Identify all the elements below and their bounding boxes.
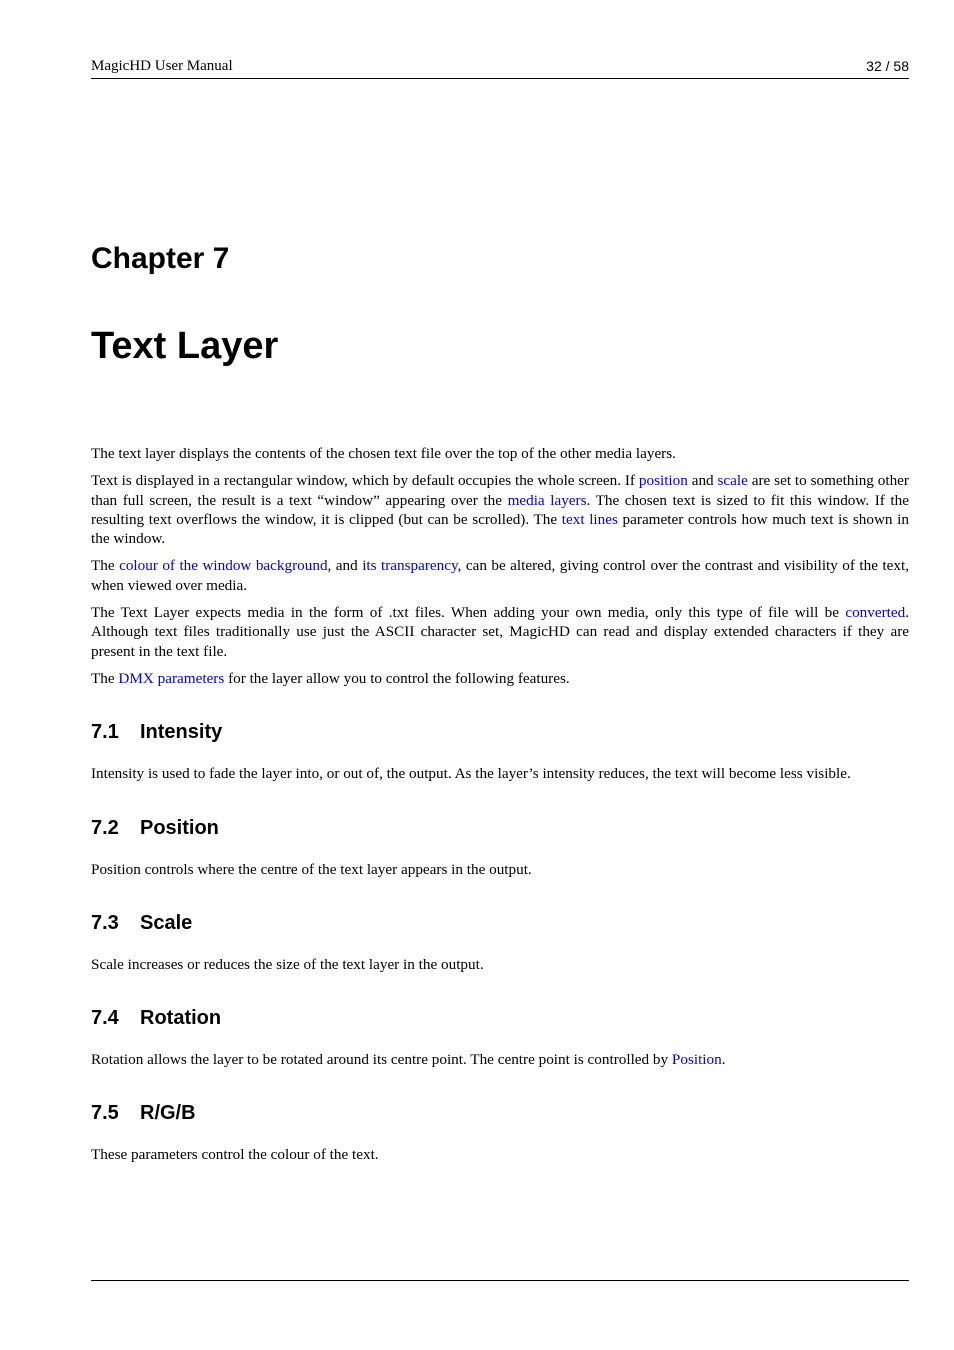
window-background-colour-link[interactable]: colour of the window background xyxy=(119,557,328,575)
intro-paragraph-5 xyxy=(91,669,909,688)
paragraph-text: Text is displayed in a rectangular window, which by default occupies the whole screen. If xyxy=(91,472,639,490)
dmx-parameters-link[interactable]: DMX parameters xyxy=(118,669,225,687)
paragraph-text: for the layer allow you to control the following features. xyxy=(224,669,570,687)
paragraph-text: are set to something other than full screen, the result is a text “window” appearing over the xyxy=(91,472,909,509)
section-heading xyxy=(91,718,909,746)
paragraph-text: and xyxy=(687,472,718,490)
position-link[interactable]: Position xyxy=(671,1051,722,1069)
section-text: Scale increases or reduces the size of the text layer in the output. xyxy=(91,955,484,973)
section-title: R/G/B xyxy=(140,1102,196,1125)
paragraph-text: Rotation allows the layer to be rotated around its centre point. The centre point is controlled by xyxy=(91,1051,672,1069)
section-rgb xyxy=(91,1099,909,1164)
section-position xyxy=(91,814,909,879)
section-title: Rotation xyxy=(140,1007,222,1030)
paragraph-text: parameter controls how much text is shown in the window. xyxy=(91,510,909,548)
media-layers-link[interactable]: media layers xyxy=(507,491,587,509)
paragraph-text: The xyxy=(91,669,119,687)
paragraph-text: , can be altered, giving control over the contrast and visibility of the text, when viewed over media. xyxy=(91,557,909,594)
section-heading xyxy=(91,1004,909,1032)
chapter-title: Text Layer xyxy=(91,325,279,367)
section-scale xyxy=(91,909,909,974)
intro-paragraph-1: The text layer displays the contents of the chosen text file over the top of the other media layers. xyxy=(91,445,676,462)
paragraph-text: , and xyxy=(327,557,363,575)
footer-divider xyxy=(91,1280,909,1281)
chapter-label: Chapter 7 xyxy=(91,242,230,275)
section-number: 7.1 xyxy=(91,721,119,744)
transparency-link[interactable]: its transparency xyxy=(362,557,458,575)
intro-paragraph-2 xyxy=(91,471,909,548)
section-text xyxy=(91,1050,909,1069)
paragraph-text: The Text Layer expects media in the form of .txt files. When adding your own media, only this type of file will be xyxy=(91,604,846,622)
section-number: 7.4 xyxy=(91,1007,119,1030)
converted-link[interactable]: converted xyxy=(845,604,906,622)
paragraph-text: . Although text files traditionally use just the ASCII character set, MagicHD can read and display extended characters if they are present in the text file. xyxy=(91,604,909,660)
section-rotation xyxy=(91,1004,909,1069)
page-header xyxy=(91,58,909,79)
paragraph-text: . The chosen text is sized to fit this window. If the resulting text overflows the window, it is clipped (but can be scrolled). The xyxy=(91,491,909,528)
page-number: 32 / 58 xyxy=(866,58,909,74)
section-intensity xyxy=(91,718,909,783)
chapter-body xyxy=(91,444,909,1173)
section-title: Scale xyxy=(140,911,193,934)
section-title: Position xyxy=(140,816,219,839)
section-text: Intensity is used to fade the layer into, or out of, the output. As the layer’s intensity reduces, the text will become less visible. xyxy=(91,765,851,783)
intro-paragraph-4 xyxy=(91,603,909,661)
section-number: 7.3 xyxy=(91,911,119,934)
document-title: MagicHD User Manual xyxy=(91,58,233,74)
section-number: 7.2 xyxy=(91,816,119,839)
intro-paragraph-3 xyxy=(91,556,909,595)
text-lines-link[interactable]: text lines xyxy=(561,510,618,528)
position-link[interactable]: position xyxy=(638,472,688,490)
paragraph-text: . xyxy=(721,1051,726,1069)
paragraph-text: The xyxy=(91,557,120,575)
scale-link[interactable]: scale xyxy=(717,472,748,490)
section-title: Intensity xyxy=(140,721,223,744)
section-number: 7.5 xyxy=(91,1102,119,1125)
section-heading xyxy=(91,814,909,842)
section-heading xyxy=(91,909,909,937)
section-text: These parameters control the colour of the text. xyxy=(91,1146,379,1164)
section-text: Position controls where the centre of the text layer appears in the output. xyxy=(91,860,532,878)
section-heading xyxy=(91,1099,909,1127)
